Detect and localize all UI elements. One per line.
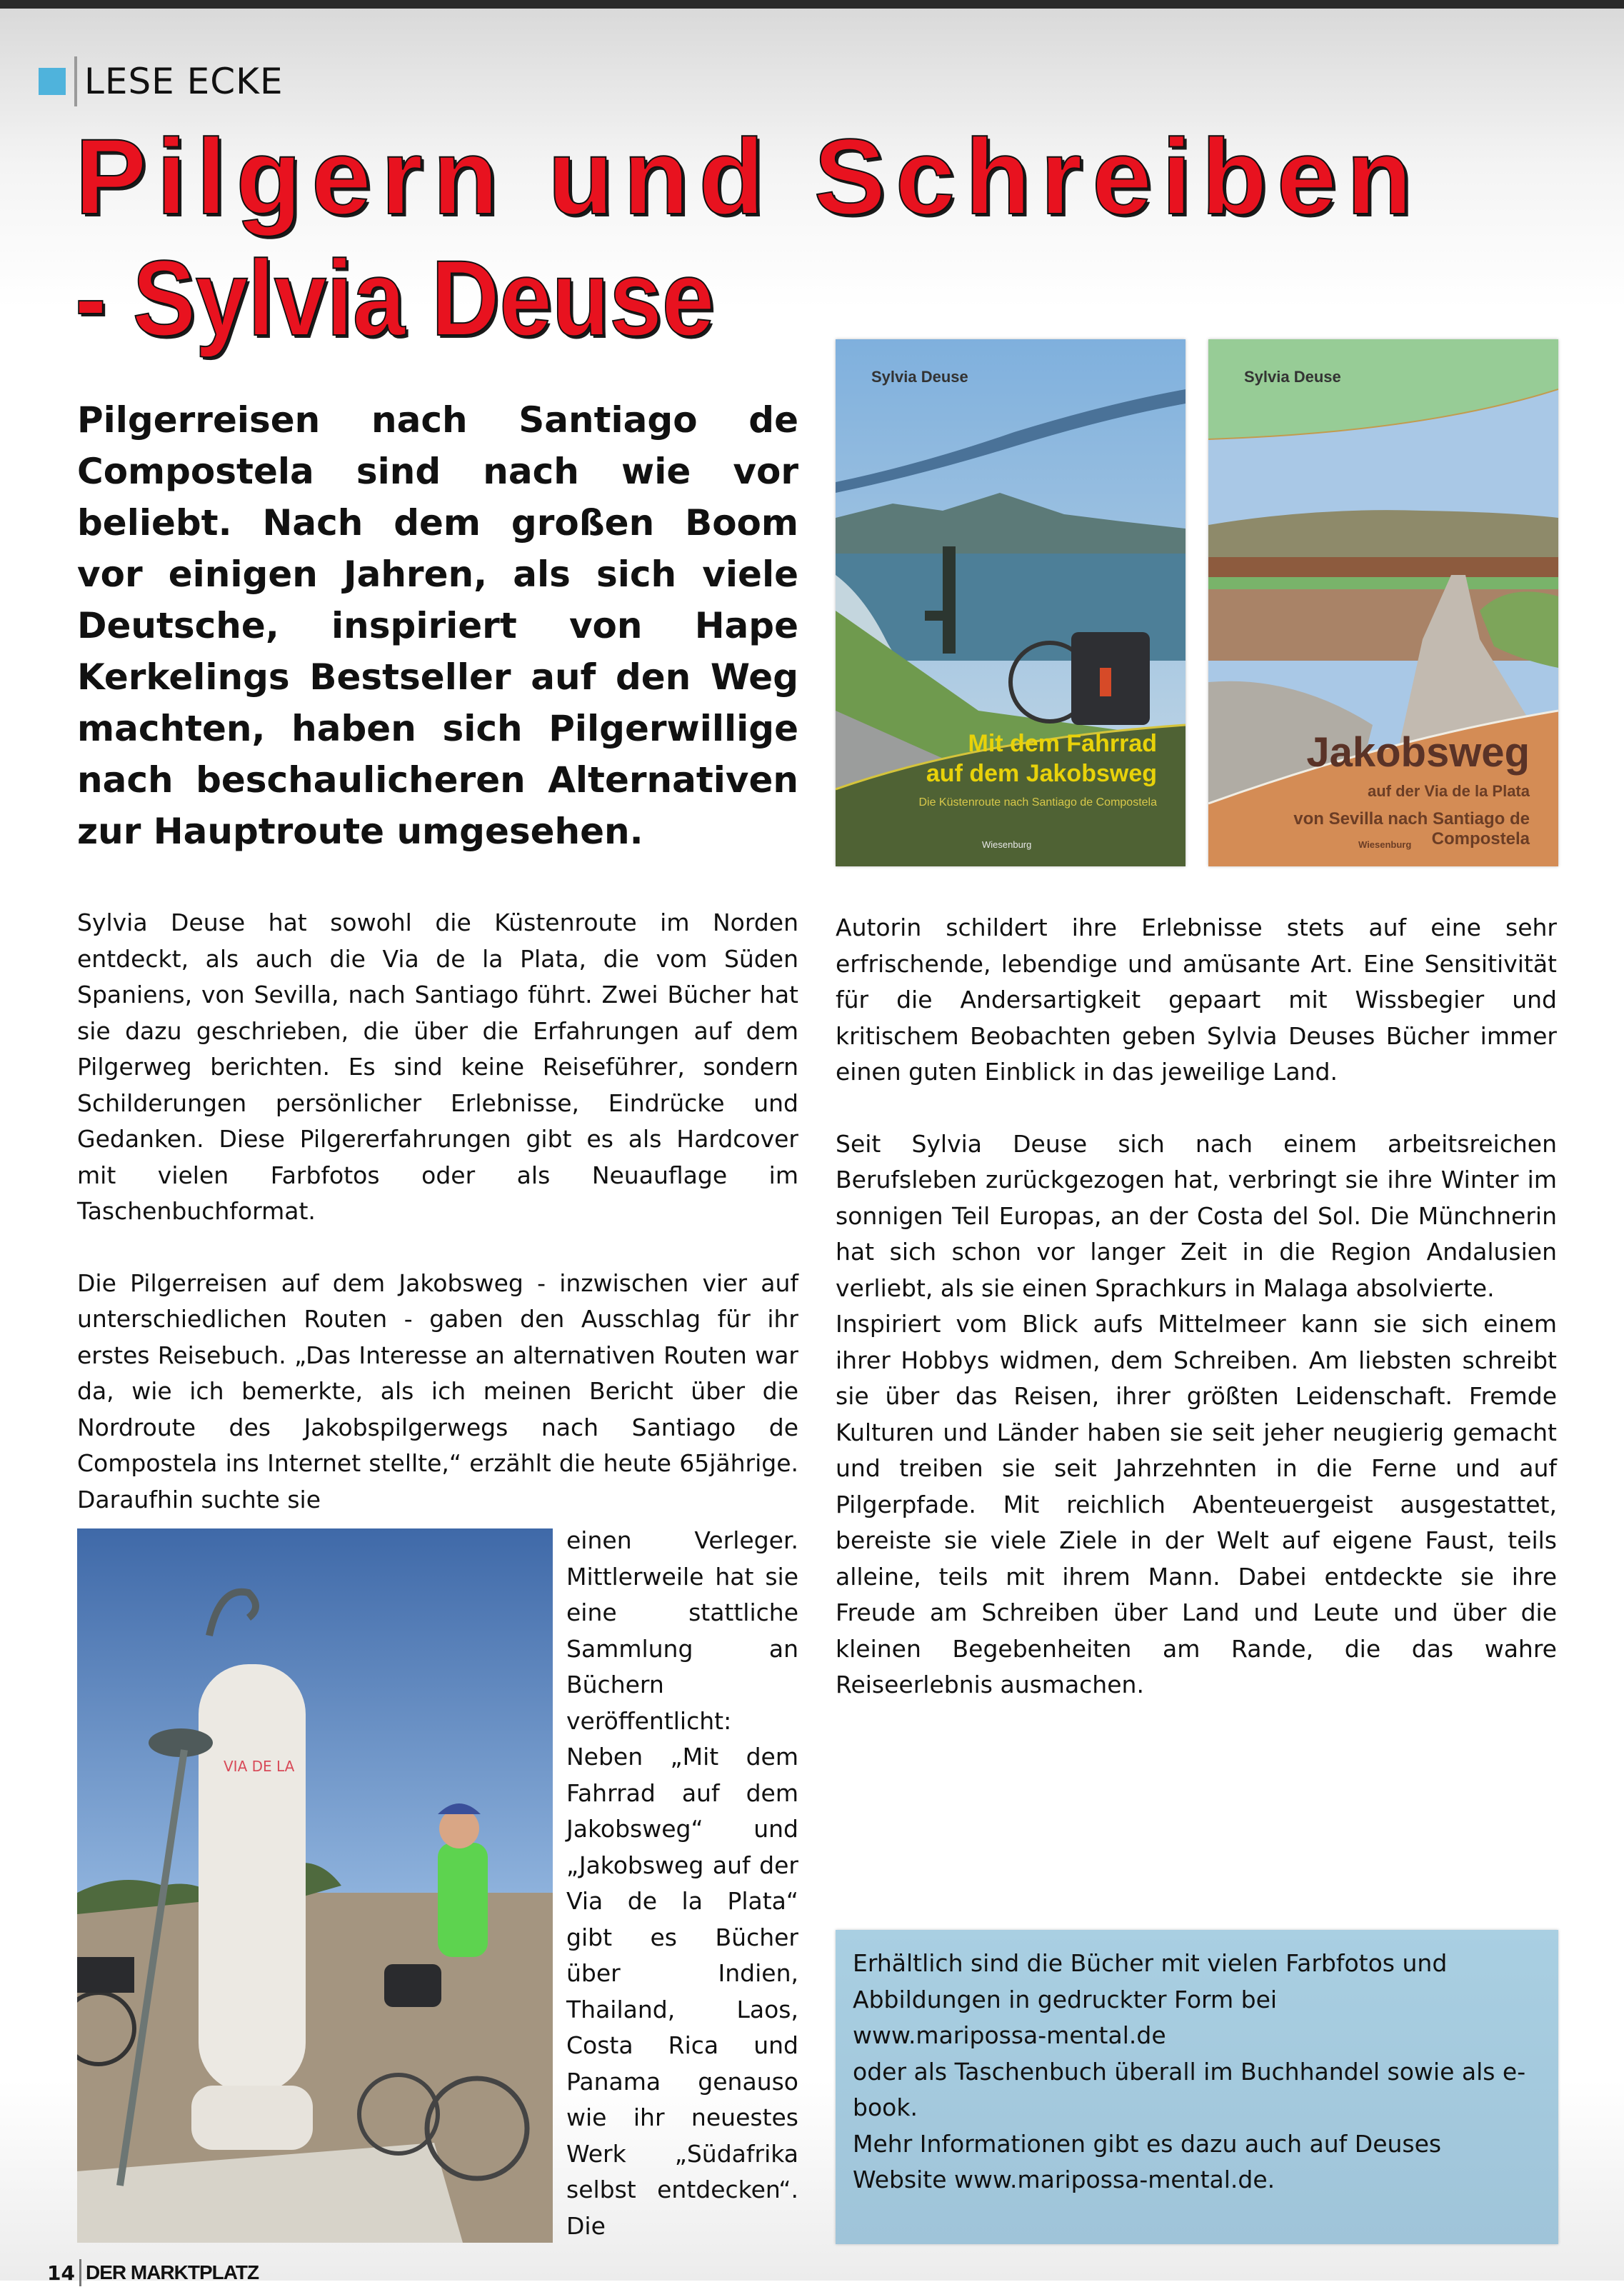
body-paragraph: Die Pilgerreisen auf dem Jakobsweg - inzwischen vier auf unterschiedlichen Routen - gaben den Ausschlag für ihr erstes Reisebuch. „Das Interesse an alternativen Routen war da, wie ich bemerkte, als ich meinen Bericht über die Nordroute des Jakobspilgerwegs nach Santiago de Compostela ins Internet stellte,“ erzählt die heute 65jährige. Daraufhin suchte sie [77, 1268, 798, 1513]
cover-publisher: Wiesenburg [1358, 839, 1412, 850]
section-divider [74, 56, 77, 106]
book-covers [836, 339, 1558, 868]
info-link[interactable]: www.maripossa-mental.de [853, 2021, 1166, 2049]
cover-subtitle-2: von Sevilla nach Santiago de Compostela [1293, 809, 1530, 849]
info-line: oder als Taschenbuch überall im Buchhandel sowie als e-book. [853, 2057, 1526, 2121]
headline [75, 116, 1575, 359]
availability-info-box [836, 1930, 1558, 2244]
footer-divider [79, 2259, 81, 2286]
book-cover-via-de-la-plata [1208, 339, 1558, 866]
cover-title-line-1: Mit dem Fahrrad [968, 730, 1157, 757]
author-photo [77, 1528, 553, 2243]
book-cover-fahrrad [836, 339, 1186, 866]
cover-publisher: Wiesenburg [982, 839, 1032, 850]
headline-line-2: - Sylvia Deuse [75, 238, 715, 358]
svg-text:VIA DE LA: VIA DE LA [224, 1758, 295, 1775]
cover-title: Jakobsweg [1306, 729, 1530, 776]
section-square-icon [39, 68, 66, 95]
cover-title [926, 729, 1157, 789]
body-column-left [77, 905, 798, 1518]
magazine-page [0, 9, 1624, 2285]
cover-subtitle: auf der Via de la Plata [1367, 782, 1530, 800]
body-paragraph: Autorin schildert ihre Erlebnisse stets auf eine sehr erfrischende, lebendige und amüsante Art. Eine Sensitivität für die Andersartigkeit gepaart mit Wissbegier und kritischem Beobachten geben Sylvia Deuses Bücher immer einen guten Einblick in das jeweilige Land. [836, 914, 1557, 1086]
headline-line-1: Pilgern und Schreiben [75, 116, 1422, 236]
info-line: Mehr Informationen gibt es dazu auch auf Deuses Website www.maripossa-mental.de. [853, 2129, 1442, 2193]
window-top-bar [0, 0, 1624, 9]
body-paragraph: Seit Sylvia Deuse sich nach einem arbeitsreichen Berufsleben zurückgezogen hat, verbringt sie ihre Winter im sonnigen Teil Europas, an der Costa del Sol. Die Münchnerin hat sich schon vor langer Zeit in die Region Andalusien verliebt, als sie einen Sprachkurs in Malaga absolvierte. [836, 1129, 1557, 1302]
photo-pilgrim-with-bicycle [77, 1528, 553, 2243]
magazine-name: DER MARKTPLATZ [85, 2261, 259, 2283]
body-column-narrow [566, 1523, 798, 2244]
cover-author: Sylvia Deuse [871, 368, 968, 386]
cover-author: Sylvia Deuse [1244, 368, 1341, 386]
section-label: LESE ECKE [84, 61, 284, 102]
body-paragraph: einen Verleger. Mittlerweile hat sie eine stattliche Sammlung an Büchern veröffentlicht: Neben „Mit dem Fahrrad auf dem Jakobsweg“ und „Jakobsweg auf der Via de la Plata“ gibt es Bücher über Indien, Thailand, Laos, Costa Rica und Panama genauso wie ihr neuestes Werk „Südafrika selbst entdecken“. Die [566, 1526, 798, 2240]
cover-subtitle: Die Küstenroute nach Santiago de Compostela [918, 796, 1157, 809]
page-footer [47, 2258, 259, 2287]
page-number: 14 [47, 2261, 75, 2285]
body-paragraph: Inspiriert vom Blick aufs Mittelmeer kann sie sich einem ihrer Hobbys widmen, dem Schreiben. Am liebsten schreibt sie über das Reisen, ihrer größten Leidenschaft. Fremde Kulturen und Länder haben sie seit jeher neugierig gemacht und treiben sie seit Jahrzehnten in die Ferne und auf Pilgerpfade. Mit reichlich Abenteuergeist ausgestattet, bereiste sie viele Ziele in der Welt auf eigene Faust, teils alleine, teils mit ihrem Mann. Dabei entdeckte sie ihre Freude am Schreiben über Land und Leute und über die kleinen Begebenheiten am Rande, die das wahre Reiseerlebnis ausmachen. [836, 1310, 1557, 1698]
cover-title-line-2: auf dem Jakobsweg [926, 760, 1157, 787]
body-column-right [836, 910, 1557, 1739]
lead-paragraph: Pilgerreisen nach Santiago de Compostela sind nach wie vor beliebt. Nach dem großen Boom vor einigen Jahren, als sich viele Deutsche, inspiriert von Hape Kerkelings Bestseller auf den Weg machten, haben sich Pilgerwillige nach beschaulicheren Alternativen zur Hauptroute umgesehen. [77, 399, 798, 852]
info-line: Erhältlich sind die Bücher mit vielen Farbfotos und Abbildungen in gedruckter Form bei [853, 1949, 1448, 2013]
section-tag [39, 53, 284, 110]
body-paragraph: Sylvia Deuse hat sowohl die Küstenroute im Norden entdeckt, als auch die Via de la Plata, die vom Süden Spaniens, von Sevilla, nach Santiago führt. Zwei Bücher hat sie dazu geschrieben, die über die Erfahrungen auf dem Pilgerweg berichten. Es sind keine Reiseführer, sondern Schilderungen persönlicher Erlebnisse, Eindrücke und Gedanken. Diese Pilgererfahrungen gibt es als Hardcover mit vielen Farbfotos oder als Neuauflage im Taschenbuchformat. [77, 909, 798, 1225]
